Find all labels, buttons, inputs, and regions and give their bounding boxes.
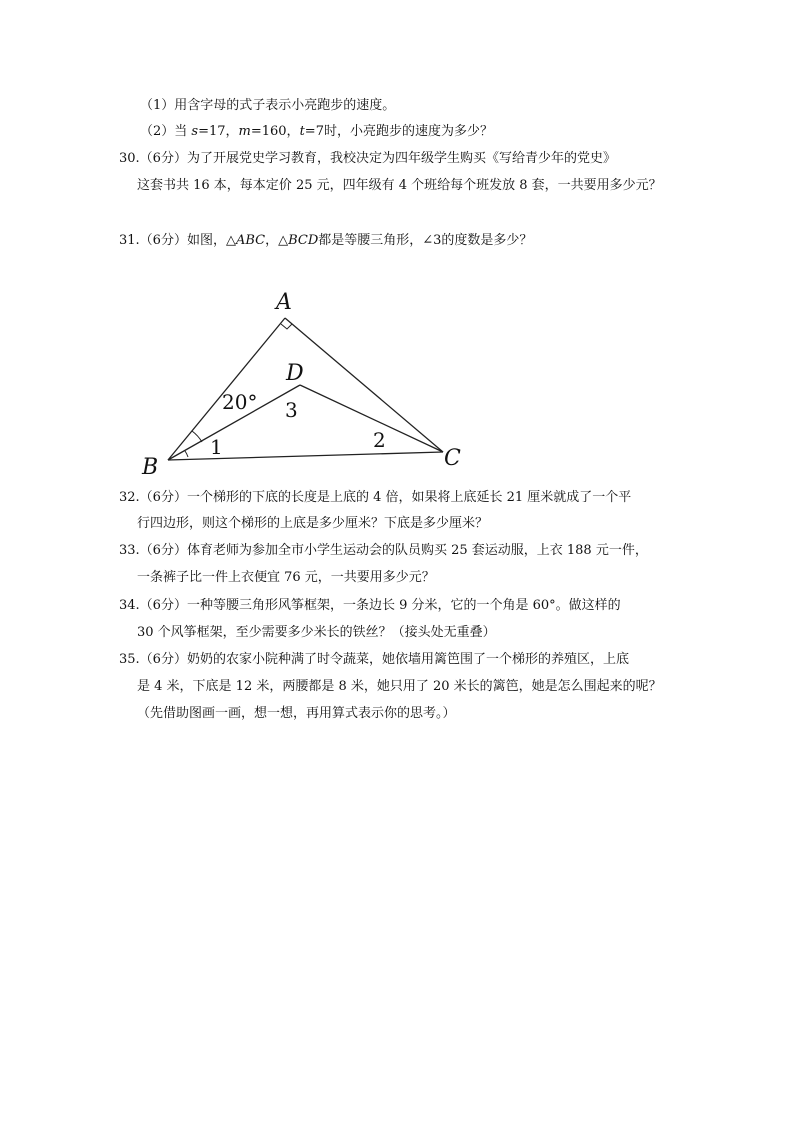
label-angle-20: 20° <box>222 390 258 414</box>
q29-text-d: =7时，小亮跑步的速度为多少？ <box>304 124 493 139</box>
var-m: m <box>238 124 251 139</box>
question-35-line-3: （先借助图画一画，想一想，再用算式表示你的思考。） <box>137 706 456 721</box>
question-31 <box>119 231 532 251</box>
question-30-line-2: 这套书共 16 本，每本定价 25 元，四年级有 4 个班给每个班发放 8 套，一共要用多少元？ <box>137 178 662 193</box>
question-33-line-1: 33.（6分）体育老师为参加全市小学生运动会的队员购买 25 套运动服，上衣 188 元一件， <box>119 543 648 558</box>
q29-text-a: （2）当 <box>140 124 192 139</box>
q29-text-c: =160， <box>250 124 300 139</box>
question-33-line-2: 一条裤子比一件上衣便宜 76 元，一共要用多少元？ <box>137 570 435 585</box>
question-32-line-2: 行四边形，则这个梯形的上底是多少厘米？下底是多少厘米？ <box>137 516 489 531</box>
right-angle-mark <box>281 324 292 329</box>
label-b: B <box>142 455 159 480</box>
label-c: C <box>444 446 461 471</box>
q29-text-b: =17， <box>198 124 239 139</box>
question-35-line-1: 35.（6分）奶奶的农家小院种满了时令蔬菜，她依墙用篱笆围了一个梯形的养殖区，上底 <box>119 652 629 667</box>
triangle-abc: ABC <box>235 233 266 248</box>
side-ac <box>285 318 443 452</box>
var-s: s <box>191 124 199 139</box>
label-a: A <box>276 290 292 315</box>
label-angle-1: 1 <box>210 435 223 459</box>
question-34-line-2: 30 个风筝框架，至少需要多少米长的铁丝？（接头处无重叠） <box>137 625 496 640</box>
question-35-line-2: 是 4 米，下底是 12 米，两腰都是 8 米，她只用了 20 米长的篱笆，她是怎么围起来的呢？ <box>137 679 662 694</box>
angle-arc-b-inner <box>185 451 188 457</box>
label-angle-3: 3 <box>285 398 298 422</box>
question-29-part-1: （1）用含字母的式子表示小亮跑步的速度。 <box>140 98 396 113</box>
var-t: t <box>299 124 305 139</box>
q31-prefix: 31.（6分）如图，△ <box>119 233 236 248</box>
side-dc <box>300 385 443 452</box>
question-30-line-1: 30.（6分）为了开展党史学习教育，我校决定为四年级学生购买《写给青少年的党史》 <box>119 151 616 166</box>
question-32-line-1: 32.（6分）一个梯形的下底的长度是上底的 4 倍，如果将上底延长 21 厘米就成了一个平 <box>119 490 632 505</box>
angle-arc-b-outer <box>192 431 202 442</box>
q31-suffix: 都是等腰三角形，∠3的度数是多少？ <box>318 233 533 248</box>
question-29-part-2 <box>140 122 493 142</box>
label-d: D <box>286 361 304 386</box>
triangle-figure <box>140 282 470 482</box>
triangle-bcd: BCD <box>288 233 319 248</box>
side-ab <box>168 318 285 460</box>
label-angle-2: 2 <box>373 428 386 452</box>
q31-mid: ，△ <box>265 233 289 248</box>
question-34-line-1: 34.（6分）一种等腰三角形风筝框架，一条边长 9 分米，它的一个角是 60°。做这样的 <box>119 598 621 613</box>
